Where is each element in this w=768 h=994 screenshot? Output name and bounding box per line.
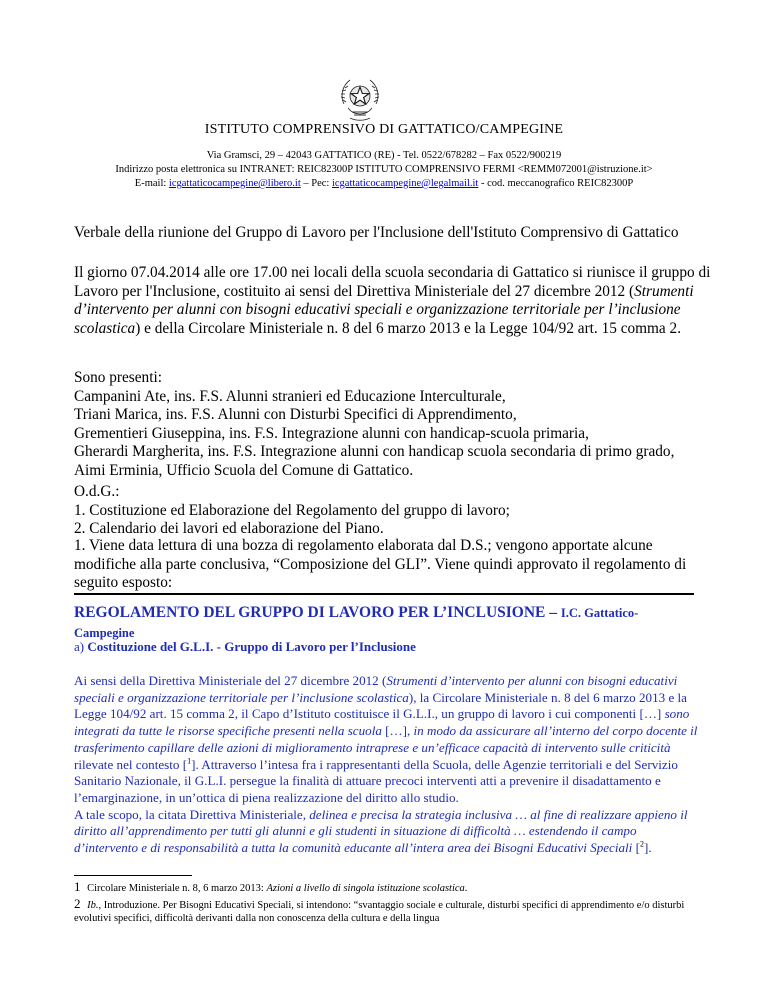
italian-republic-emblem-icon: [336, 74, 384, 124]
footnote-number: 2: [74, 896, 81, 911]
regolamento-paragraph-2: [74, 807, 698, 857]
attendee-item: Gherardi Margherita, ins. F.S. Integrazione alunni con handicap scuola secondaria di primo grado,: [74, 443, 675, 460]
pec-link[interactable]: icgattaticocampegine@legalmail.it: [331, 178, 479, 189]
footnote-text: Circolare Ministeriale n. 8, 6 marzo 2013:: [87, 883, 267, 894]
agenda-label: O.d.G.:: [74, 483, 120, 500]
section-a-heading: [74, 639, 416, 655]
regolamento-body: [74, 673, 698, 857]
intranet-line: Indirizzo posta elettronica su INTRANET: REIC82300P ISTITUTO COMPRENSIVO FERMI <REMM072001@istruzione.it>: [115, 164, 653, 175]
intro-text-2: ) e della Circolare Ministeriale n. 8 del 6 marzo 2013 e la Legge 104/92 art. 15 comma 2.: [135, 319, 682, 337]
regolamento-title-school: I.C. Gattatico-Campegine: [74, 606, 639, 640]
verbale-title: Verbale della riunione del Gruppo di Lavoro per l'Inclusione dell'Istituto Comprensivo di Gattatico: [74, 224, 679, 241]
p1-text-d: rilevate nel contesto [: [74, 756, 188, 772]
agenda-item: 1. Costituzione ed Elaborazione del Regolamento del gruppo di lavoro;: [74, 501, 510, 519]
pec-label: – Pec:: [303, 178, 330, 189]
p2-text-c: ].: [643, 840, 652, 856]
email-link[interactable]: icgattaticocampegine@libero.it: [168, 178, 301, 189]
institute-name: ISTITUTO COMPRENSIVO DI GATTATICO/CAMPEGINE: [204, 122, 564, 137]
regolamento-title: [74, 603, 694, 643]
footnote-ref-2[interactable]: 2: [639, 839, 644, 849]
section-title: Costituzione del G.L.I. - Gruppo di Lavoro per l’Inclusione: [87, 639, 416, 654]
footnote-number: 1: [74, 879, 81, 894]
footnote-2: [74, 897, 714, 925]
p2-text-b: [: [632, 840, 640, 856]
attendee-item: Triani Marica, ins. F.S. Alunni con Disturbi Specifici di Apprendimento,: [74, 406, 517, 423]
footnote-text: , Introduzione. Per Bisogni Educativi Speciali, si intendono: “svantaggio sociale e culturale, disturbi specifici di apprendimento e/o disturbi evolutivi specifici, difficoltà derivanti dalla non conoscenza della cultura e della lingua: [74, 900, 685, 924]
footnote-ref-1[interactable]: 1: [187, 756, 192, 766]
email-label: E-mail:: [134, 178, 167, 189]
address-line: Via Gramsci, 29 – 42043 GATTATICO (RE) - Tel. 0522/678282 – Fax 0522/900219: [206, 150, 562, 161]
p2-italic: delinea e precisa la strategia inclusiva … al fine di realizzare appieno il diritto all’apprendimento per tutti gli alunni e gli studenti in situazione di difficoltà … estendendo il campo d’intervento e di responsabilità a tutta la comunità educante all’intera area dei Bisogni Educativi Speciali: [74, 806, 688, 856]
footnote-divider: [74, 875, 192, 876]
intro-text-1: Il giorno 07.04.2014 alle ore 17.00 nei locali della scuola secondaria di Gattatico si riunisce il gruppo di Lavoro per l'Inclusione, costituito ai sensi del Direttiva Ministeriale del 27 dicembre 2012 (: [74, 264, 711, 300]
p1-italic-1: Strumenti d’intervento per alunni con bisogni educativi speciali e organizzazione territoriale per l’inclusione scolastica: [74, 673, 678, 705]
p1-text-c: […],: [381, 723, 414, 739]
attendee-item: Grementieri Giuseppina, ins. F.S. Integrazione alunni con handicap-scuola primaria,: [74, 424, 589, 442]
agenda-block: [74, 483, 714, 539]
attendees-block: [74, 369, 714, 480]
regolamento-title-main: REGOLAMENTO DEL GRUPPO DI LAVORO PER L’INCLUSIONE –: [74, 604, 557, 621]
footnote-italic: Azioni a livello di singola istituzione scolastica: [266, 883, 465, 894]
footnote-italic-lead: Ib.: [87, 900, 99, 911]
footnote-1: [74, 880, 714, 895]
reading-paragraph: 1. Viene data lettura di una bozza di regolamento elaborata dal D.S.; vengono apportate alcune modifiche alla parte conclusiva, “Composizione del GLI”. Viene quindi approvato il regolamento di seguito esposto:: [74, 537, 687, 591]
p2-text-a: A tale scopo, la citata Direttiva Ministeriale,: [74, 806, 310, 822]
p1-text-e: ]. Attraverso l’intesa fra i rappresentanti della Scuola, delle Agenzie territoriali e del Servizio Sanitario Nazionale, il G.L.I. persegue la finalità di attuare precoci interventi atti a prevenire il disadattamento e l’emarginazione, in un’ottica di piena realizzazione del diritto allo studio.: [74, 756, 678, 805]
regolamento-paragraph-1: [74, 673, 698, 807]
p1-italic-3: in modo da assicurare all’interno del corpo docente il trasferimento capillare delle azioni di miglioramento intraprese e un’efficace capacità di intervento sulle criticità: [74, 723, 698, 755]
p1-text-b: ), la Circolare Ministeriale n. 8 del 6 marzo 2013 e la Legge 104/92 art. 15 comma 2, il Capo d’Istituto costituisce il G.L.I., un gruppo di lavoro i cui componenti […]: [74, 689, 687, 722]
section-letter: a): [74, 639, 85, 654]
attendee-item: Aimi Erminia, Ufficio Scuola del Comune di Gattatico.: [74, 461, 414, 479]
p1-italic-2: sono integrati da tutte le risorse specifiche presenti nella scuola: [74, 706, 690, 739]
attendee-item: Campanini Ate, ins. F.S. Alunni stranieri ed Educazione Interculturale,: [74, 387, 506, 405]
verbale-intro: [74, 264, 714, 338]
agenda-item: 2. Calendario dei lavori ed elaborazione del Piano.: [74, 520, 384, 537]
attendees-label: Sono presenti:: [74, 369, 162, 386]
footnote-tail: .: [464, 883, 468, 894]
section-divider: [74, 593, 694, 595]
intro-directive-title: Strumenti d’intervento per alunni con bisogni educativi speciali e organizzazione territoriale per l’inclusione scolastica: [74, 282, 694, 337]
mechanographic-code: - cod. meccanografico REIC82300P: [480, 178, 634, 189]
contact-line: [0, 177, 768, 190]
p1-text-a: Ai sensi della Direttiva Ministeriale del 27 dicembre 2012 (: [74, 673, 387, 688]
